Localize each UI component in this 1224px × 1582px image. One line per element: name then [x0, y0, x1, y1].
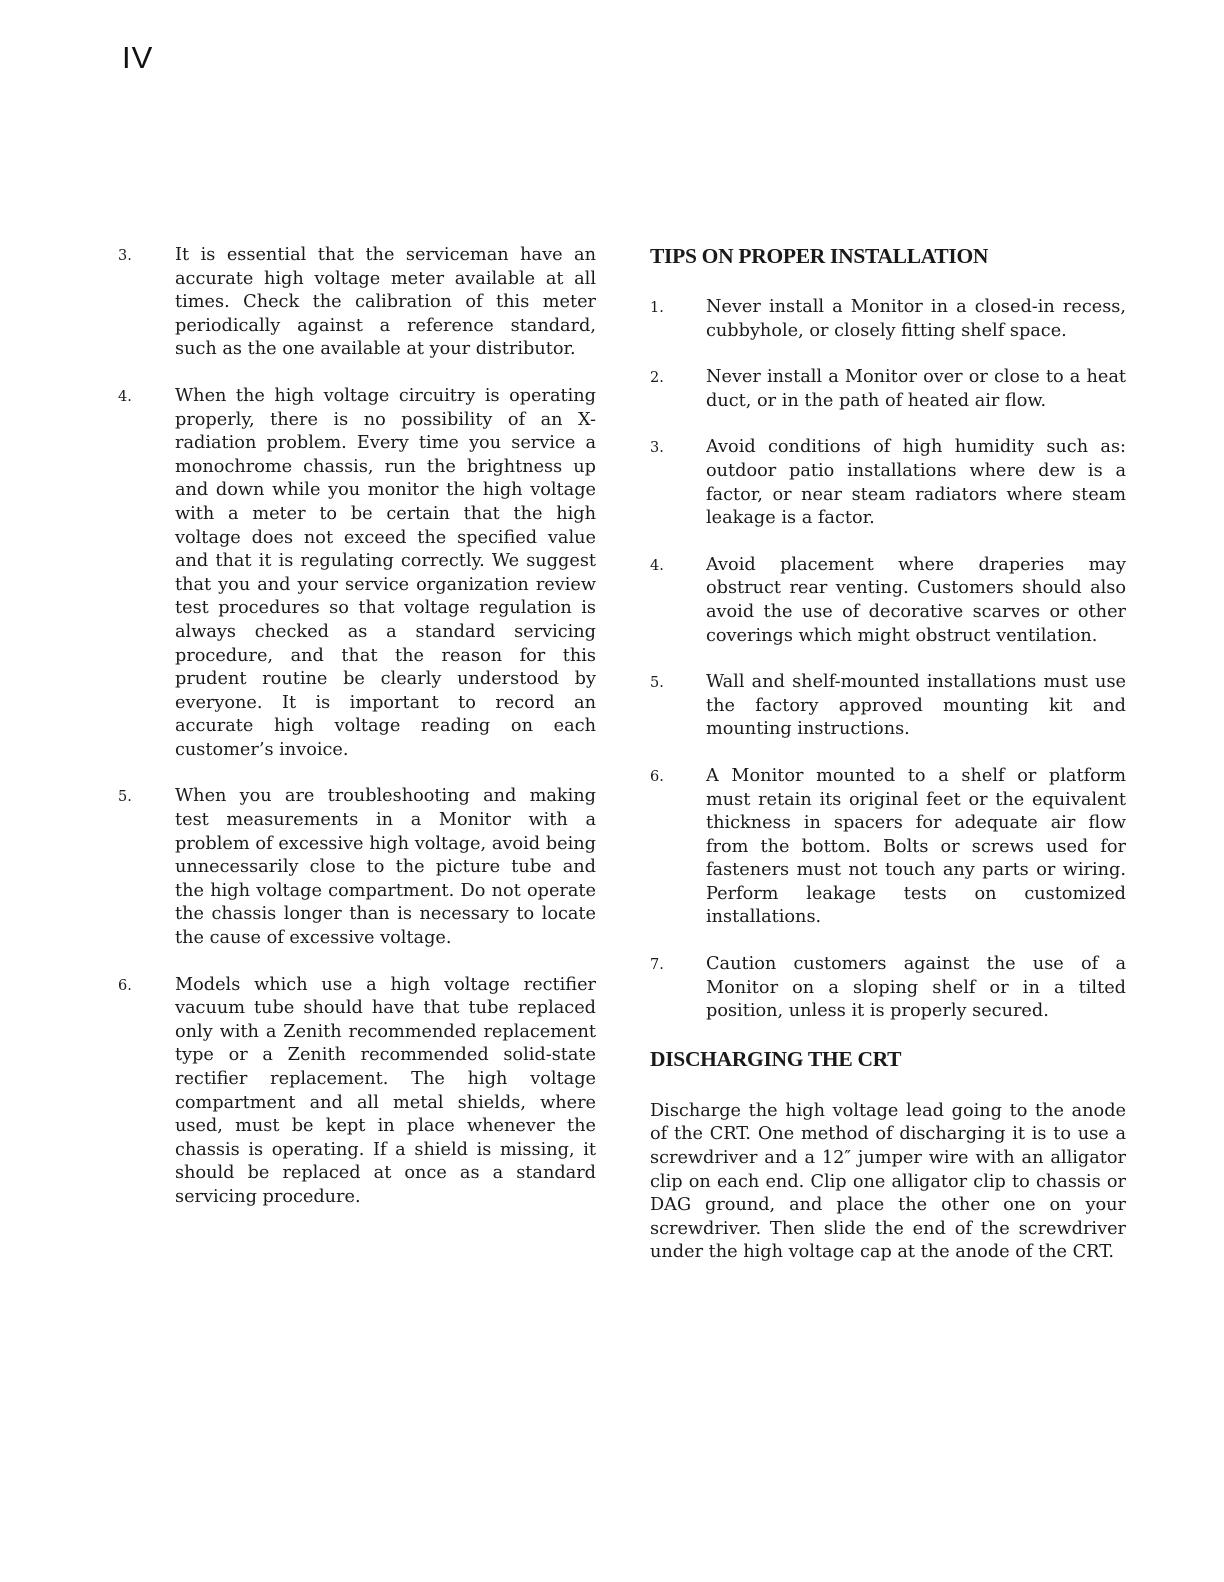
item-number: 7. [650, 957, 664, 974]
list-item [650, 953, 1126, 1024]
list-item [650, 671, 1126, 742]
item-text: Avoid conditions of high humidity such as: outdoor patio installations where dew is a factor, or near steam radiators where steam leakage is a factor. [706, 437, 1126, 529]
tips-heading: TIPS ON PROPER INSTALLATION [650, 244, 989, 268]
page-number: IV [122, 40, 154, 75]
item-number: 5. [650, 675, 664, 692]
left-column [118, 244, 596, 1233]
item-text: When the high voltage circuitry is operating properly, there is no possibility of an X-radiation problem. Every time you service a monochrome chassis, run the brightness up and down while you monitor the high voltage with a meter to be certain that the high voltage does not exceed the specified value and that it is regulating correctly. We suggest that you and your service organization review test procedures so that voltage regulation is always checked as a standard servicing procedure, and that the reason for this prudent routine be clearly understood by everyone. It is important to record an accurate high voltage reading on each customer’s invoice. [175, 385, 596, 760]
discharging-paragraph: Discharge the high voltage lead going to the anode of the CRT. One method of discharging it is to use a screwdriver and a 12″ jumper wire with an alligator clip on each end. Clip one alligator clip to chassis or DAG ground, and place the other one on your screwdriver. Then slide the end of the screwdriver under the high voltage cap at the anode of the CRT. [650, 1100, 1126, 1263]
item-text: When you are troubleshooting and making test measurements in a Monitor with a problem of excessive high voltage, avoid being unnecessarily close to the picture tube and the high voltage compartment. Do not operate the chassis longer than is necessary to locate the cause of excessive voltage. [175, 786, 596, 949]
discharging-heading: DISCHARGING THE CRT [650, 1046, 902, 1071]
list-item [118, 974, 596, 1210]
list-item [118, 785, 596, 950]
item-text: Avoid placement where draperies may obstruct rear venting. Customers should also avoid the use of decorative scarves or other coverings which might obstruct ventilation. [706, 554, 1126, 646]
list-item [650, 436, 1126, 530]
right-column [650, 244, 1126, 1265]
item-text: It is essential that the serviceman have an accurate high voltage meter available at all times. Check the calibration of this meter periodically against a reference standard, such as the one available at your distributor. [175, 245, 596, 360]
item-number: 2. [650, 370, 664, 387]
item-text: Never install a Monitor in a closed-in recess, cubbyhole, or closely fitting shelf space. [706, 297, 1126, 341]
item-number: 3. [118, 248, 132, 264]
item-text: Never install a Monitor over or close to a heat duct, or in the path of heated air flow. [706, 367, 1126, 411]
item-number: 4. [118, 388, 132, 405]
item-number: 6. [650, 768, 664, 785]
item-number: 6. [118, 977, 132, 994]
list-item [118, 244, 596, 362]
list-item [650, 296, 1126, 343]
item-number: 3. [650, 440, 664, 457]
item-number: 1. [650, 300, 664, 316]
list-item [650, 765, 1126, 930]
list-item [650, 366, 1126, 413]
item-text: A Monitor mounted to a shelf or platform must retain its original feet or the equivalent thickness in spacers for adequate air flow from the bottom. Bolts or screws used for fasteners must not touch any parts or wiring. Perform leakage tests on customized installations. [706, 765, 1126, 928]
item-text: Caution customers against the use of a Monitor on a sloping shelf or in a tilted position, unless it is properly secured. [706, 954, 1126, 1022]
list-item [118, 385, 596, 763]
item-number: 4. [650, 557, 664, 574]
list-item [650, 554, 1126, 648]
item-text: Wall and shelf-mounted installations must use the factory approved mounting kit and mounting instructions. [706, 672, 1126, 740]
item-number: 5. [118, 789, 132, 806]
item-text: Models which use a high voltage rectifier vacuum tube should have that tube replaced only with a Zenith recommended replacement type or a Zenith recommended solid-state rectifier replacement. The high voltage compartment and all metal shields, where used, must be kept in place whenever the chassis is operating. If a shield is missing, it should be replaced at once as a standard servicing procedure. [175, 974, 596, 1207]
